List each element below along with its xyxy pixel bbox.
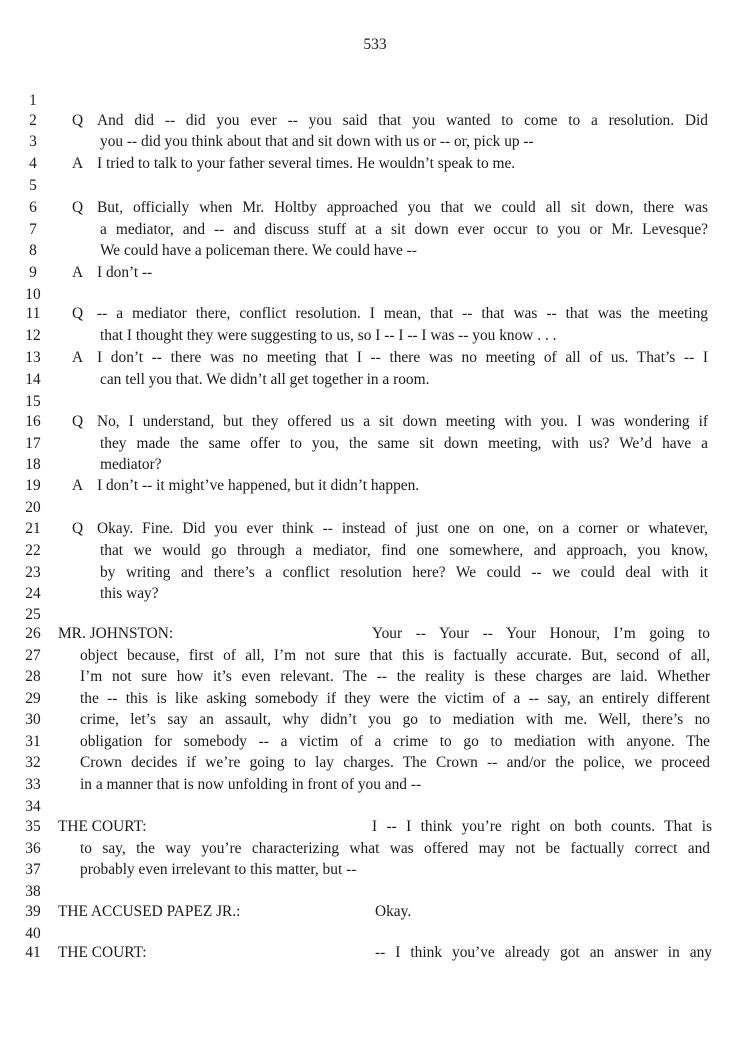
transcript-line [0, 391, 750, 413]
line-number: 35 [25, 818, 41, 835]
line-number: 12 [25, 327, 41, 344]
line-number: 2 [29, 112, 37, 129]
speaker-marker: Q [72, 112, 84, 129]
line-text: you -- did you think about that and sit down with us or -- or, pick up -- [100, 133, 534, 150]
transcript-line [0, 497, 750, 519]
line-text: And did -- did you ever -- you said that you wanted to come to a resolution. Did [97, 112, 708, 129]
line-text: to say, the way you’re characterizing what was offered may not be factually correct and [80, 840, 710, 857]
line-number: 33 [25, 776, 41, 793]
speaker-marker: Q [72, 520, 84, 537]
transcript-line [0, 838, 750, 860]
line-number: 37 [25, 861, 41, 878]
line-text: object because, first of all, I’m not sure that this is factually accurate. But, second of all, [80, 647, 710, 664]
transcript-line [0, 518, 750, 540]
line-number: 17 [25, 435, 41, 452]
line-number: 7 [29, 221, 37, 238]
line-number: 20 [25, 499, 41, 516]
transcript-line [0, 901, 750, 923]
speaker-marker: A [72, 264, 84, 281]
transcript-line [0, 666, 750, 688]
line-text: No, I understand, but they offered us a sit down meeting with you. I was wondering if [97, 413, 708, 430]
line-number: 26 [25, 625, 41, 642]
transcript-line [0, 796, 750, 818]
transcript-line [0, 153, 750, 175]
speaker-marker: Q [72, 199, 84, 216]
speaker-marker: A [72, 349, 84, 366]
line-number: 28 [25, 668, 41, 685]
speaker-name: THE ACCUSED PAPEZ JR.: [58, 903, 241, 920]
transcript-line [0, 110, 750, 132]
transcript-line [0, 175, 750, 197]
line-number: 40 [25, 925, 41, 942]
line-text: Your -- Your -- Your Honour, I’m going to [372, 625, 710, 642]
transcript-line [0, 645, 750, 667]
line-text: I tried to talk to your father several times. He wouldn’t speak to me. [97, 155, 516, 172]
line-number: 23 [25, 564, 41, 581]
line-number: 10 [25, 286, 41, 303]
line-text: can tell you that. We didn’t all get together in a room. [100, 371, 430, 388]
line-number: 34 [25, 798, 41, 815]
line-number: 4 [29, 155, 37, 172]
transcript-line [0, 475, 750, 497]
transcript-line [0, 347, 750, 369]
transcript-line [0, 881, 750, 903]
line-text: crime, let’s say an assault, why didn’t you go to mediation with me. Well, there’s no [80, 711, 710, 728]
page-number: 533 [363, 36, 387, 53]
transcript-line [0, 219, 750, 241]
transcript-line [0, 369, 750, 391]
line-text: Okay. Fine. Did you ever think -- instead of just one on one, on a corner or whatever, [97, 520, 708, 537]
line-number: 8 [29, 242, 37, 259]
line-number: 14 [25, 371, 41, 388]
transcript-line [0, 709, 750, 731]
transcript-line [0, 623, 750, 645]
line-text: in a manner that is now unfolding in front of you and -- [80, 776, 422, 793]
line-number: 39 [25, 903, 41, 920]
line-number: 1 [29, 92, 37, 109]
transcript-line [0, 816, 750, 838]
line-text: probably even irrelevant to this matter, but -- [80, 861, 357, 878]
transcript-line [0, 262, 750, 284]
line-number: 9 [29, 264, 37, 281]
line-number: 6 [29, 199, 37, 216]
speaker-name: THE COURT: [58, 944, 147, 961]
line-text: that I thought they were suggesting to us, so I -- I -- I was -- you know . . . [100, 327, 557, 344]
transcript-line [0, 197, 750, 219]
line-number: 24 [25, 585, 41, 602]
line-number: 32 [25, 754, 41, 771]
transcript-line [0, 411, 750, 433]
speaker-name: THE COURT: [58, 818, 147, 835]
line-number: 18 [25, 456, 41, 473]
line-number: 15 [25, 393, 41, 410]
line-number: 25 [25, 606, 41, 623]
line-text: -- a mediator there, conflict resolution. I mean, that -- that was -- that was the meeting [97, 305, 708, 322]
line-number: 5 [29, 177, 37, 194]
line-number: 41 [25, 944, 41, 961]
transcript-line [0, 540, 750, 562]
line-text: I don’t -- there was no meeting that I -- there was no meeting of all of us. That’s -- I [97, 349, 708, 366]
line-number: 38 [25, 883, 41, 900]
line-number: 29 [25, 690, 41, 707]
speaker-name: MR. JOHNSTON: [58, 625, 174, 642]
transcript-line [0, 90, 750, 112]
transcript-line [0, 433, 750, 455]
line-number: 27 [25, 647, 41, 664]
line-number: 11 [25, 305, 41, 322]
line-text: But, officially when Mr. Holtby approached you that we could all sit down, there was [97, 199, 708, 216]
transcript-line [0, 303, 750, 325]
line-text: We could have a policeman there. We could have -- [100, 242, 417, 259]
transcript-line [0, 859, 750, 881]
transcript-line [0, 562, 750, 584]
speaker-marker: Q [72, 305, 84, 322]
line-number: 31 [25, 733, 41, 750]
line-number: 30 [25, 711, 41, 728]
line-number: 36 [25, 840, 41, 857]
line-text: I -- I think you’re right on both counts. That is [372, 818, 712, 835]
transcript-line [0, 774, 750, 796]
line-number: 21 [25, 520, 41, 537]
line-number: 22 [25, 542, 41, 559]
line-text: I don’t -- it might’ve happened, but it didn’t happen. [97, 477, 420, 494]
transcript-line [0, 942, 750, 964]
line-text: the -- this is like asking somebody if they were the victim of a -- say, an entirely different [80, 690, 710, 707]
transcript-line [0, 325, 750, 347]
speaker-marker: Q [72, 413, 84, 430]
transcript-line [0, 131, 750, 153]
line-number: 3 [29, 133, 37, 150]
transcript-line [0, 240, 750, 262]
line-text: this way? [100, 585, 159, 602]
line-text: Crown decides if we’re going to lay charges. The Crown -- and/or the police, we proceed [80, 754, 710, 771]
transcript-line [0, 688, 750, 710]
transcript-line [0, 583, 750, 605]
line-text: mediator? [100, 456, 162, 473]
line-number: 16 [25, 413, 41, 430]
line-number: 13 [25, 349, 41, 366]
line-number: 19 [25, 477, 41, 494]
line-text: they made the same offer to you, the same sit down meeting, with us? We’d have a [100, 435, 708, 452]
transcript-line [0, 752, 750, 774]
line-text: obligation for somebody -- a victim of a crime to go to mediation with anyone. The [80, 733, 710, 750]
line-text: Okay. [375, 903, 412, 920]
line-text: a mediator, and -- and discuss stuff at a sit down ever occur to you or Mr. Levesque? [100, 221, 708, 238]
transcript-line [0, 731, 750, 753]
transcript-line [0, 454, 750, 476]
speaker-marker: A [72, 477, 84, 494]
line-text: by writing and there’s a conflict resolution here? We could -- we could deal with it [100, 564, 708, 581]
line-text: that we would go through a mediator, find one somewhere, and approach, you know, [100, 542, 708, 559]
line-text: I’m not sure how it’s even relevant. The -- the reality is these charges are laid. Whether [80, 668, 710, 685]
line-text: I don’t -- [97, 264, 153, 281]
speaker-marker: A [72, 155, 84, 172]
line-text: -- I think you’ve already got an answer in any [375, 944, 712, 961]
